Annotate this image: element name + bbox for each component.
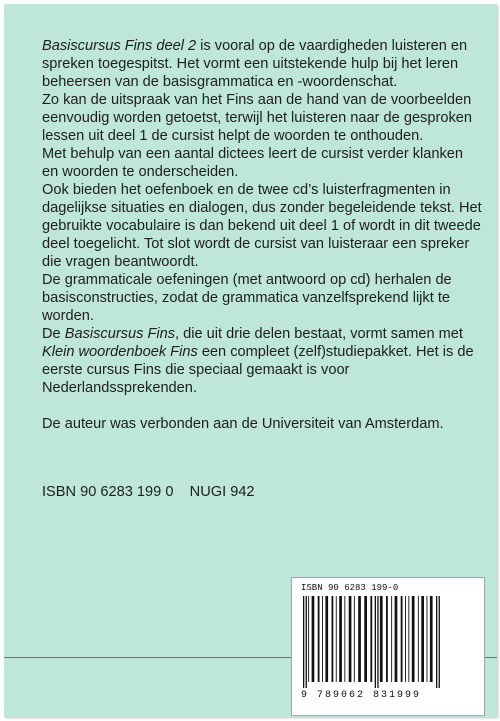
barcode-bar <box>322 596 323 682</box>
barcode-bar <box>401 596 403 682</box>
barcode-bar <box>318 596 320 682</box>
blurb-paragraph <box>42 91 482 145</box>
text-run: Zo kan de uitspraak van het Fins aan de hand van de voorbeelden eenvoudig worden getoetst, terwijl het luisteren naar de gesproken lessen uit deel 1 de cursist helpt de woorden te onthouden. <box>42 92 472 144</box>
author-note: De auteur was verbonden aan de Universiteit van Amsterdam. <box>42 416 444 432</box>
barcode-bar <box>436 596 437 688</box>
barcode-bar <box>430 596 433 682</box>
book-back-cover <box>4 4 497 717</box>
barcode-bar <box>312 596 315 682</box>
blurb-paragraph <box>42 145 482 181</box>
barcode-bar <box>427 596 428 682</box>
italic-title-run: Basiscursus Fins deel 2 <box>42 38 197 54</box>
barcode-bar <box>421 596 424 682</box>
barcode-bar <box>395 596 398 682</box>
barcode-bar <box>325 596 328 682</box>
text-run: De grammaticale oefeningen (met antwoord op cd) herhalen de basisconstructies, zodat de grammatica vanzelfsprekend lijkt te worden. <box>42 272 452 324</box>
italic-title-run: Klein woordenboek Fins <box>42 344 198 360</box>
barcode-bar <box>354 596 355 682</box>
text-run: Met behulp van een aantal dictees leert de cursist verder klanken en woorden te onderscheiden. <box>42 146 464 180</box>
barcode-isbn-text: ISBN 90 6283 199-0 <box>301 583 399 593</box>
text-run: , die uit drie delen bestaat, vormt samen met <box>175 326 463 342</box>
blurb-text <box>42 37 482 433</box>
barcode-bar <box>344 596 345 682</box>
barcode-bar <box>391 596 392 682</box>
barcode-bar <box>439 596 440 688</box>
barcode-digits: 9 789062 831999 <box>301 690 422 701</box>
barcode-bar <box>336 596 337 682</box>
blurb-paragraph <box>42 37 482 91</box>
blurb-paragraph <box>42 181 482 271</box>
barcode-bar <box>412 596 415 682</box>
barcode-bar <box>358 596 361 682</box>
barcode-bar <box>339 596 342 682</box>
barcode-bar <box>332 596 334 682</box>
blurb-paragraph <box>42 325 482 397</box>
text-run: is vooral op de vaardigheden luisteren en spreken toegespitst. Het vormt een uitstekende hulp bij het leren beheersen van de basisgrammatica en -woordenschat. <box>42 38 468 90</box>
barcode-bar <box>375 596 376 688</box>
barcode-bar <box>408 596 409 682</box>
barcode-bar <box>370 596 372 682</box>
blurb-paragraph <box>42 271 482 325</box>
barcode-bar <box>386 596 388 682</box>
barcode-bar <box>303 596 304 688</box>
barcode-bar <box>349 596 352 682</box>
barcode-bar <box>418 596 419 682</box>
text-run: Ook bieden het oefenboek en de twee cd’s luisterfragmenten in dagelijkse situaties en dialogen, dus zonder begeleidende tekst. Het gebruikte vocabulaire is dan bekend uit deel 1 of wordt in dit tweede deel toegelicht. Tot slot wordt de cursist van luisteraar een spreker die vragen beantwoordt. <box>42 182 482 270</box>
barcode-bar <box>306 596 307 688</box>
barcode-bars <box>301 596 477 688</box>
barcode-bar <box>380 596 383 682</box>
barcode-bar <box>308 596 309 682</box>
barcode-bar <box>364 596 367 682</box>
barcode-bar <box>377 596 378 688</box>
italic-title-run: Basiscursus Fins <box>64 326 176 342</box>
barcode-bar <box>405 596 406 682</box>
barcode-label <box>291 577 485 716</box>
text-run: De <box>42 326 65 342</box>
text-run: een compleet (zelf)studiepakket. Het is de eerste cursus Fins die speciaal gemaakt is voor Nederlandssprekenden. <box>42 344 474 396</box>
isbn-nugi-line: ISBN 90 6283 199 0 NUGI 942 <box>42 484 255 500</box>
